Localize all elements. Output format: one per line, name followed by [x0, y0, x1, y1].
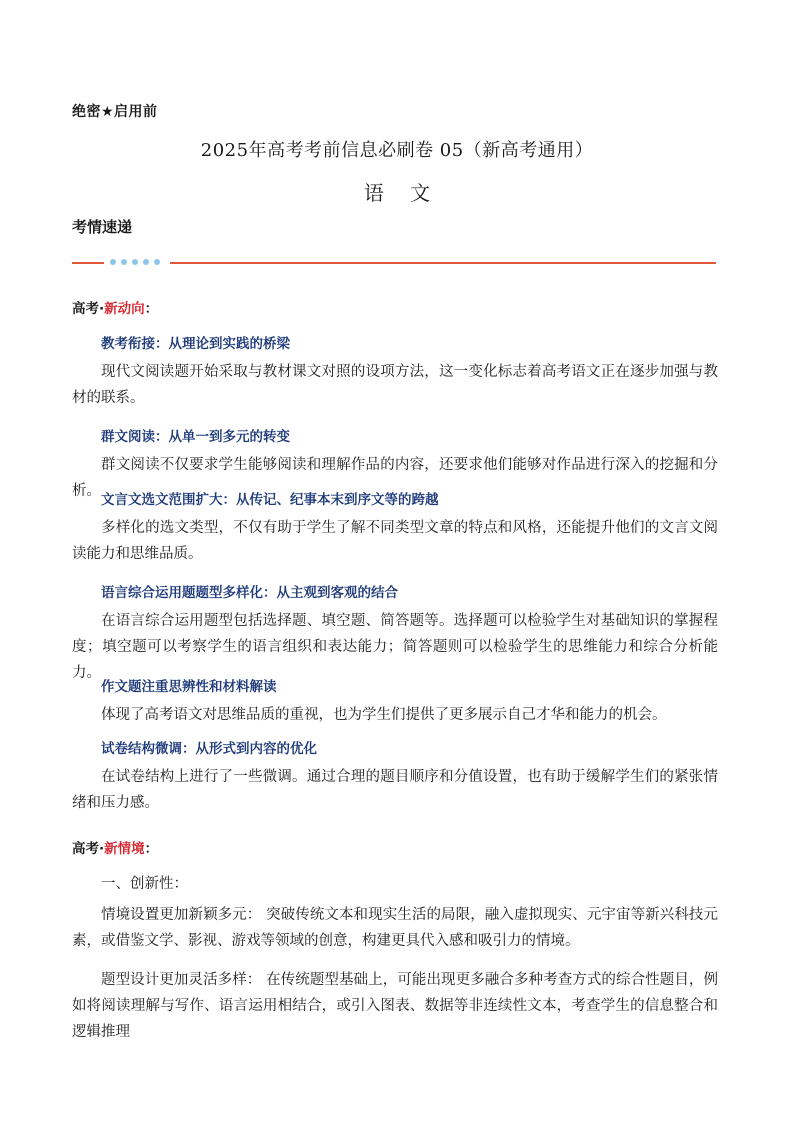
- heading-suffix: ：: [144, 301, 159, 317]
- new-direction-heading: [72, 297, 158, 317]
- decorative-divider: [72, 256, 716, 270]
- paragraph-teaching-link: 现代文阅读题开始采取与教材课文对照的设项方法，这一变化标志着高考语文正在逐步加强与教材的联系。: [72, 364, 718, 406]
- innovation-label: 一、创新性：: [101, 876, 188, 892]
- heading-prefix: 高考·: [72, 841, 105, 857]
- new-context-heading: [72, 837, 158, 857]
- section-title: 考情速递: [72, 218, 133, 236]
- divider-line-left: [72, 262, 104, 264]
- subheading-essay: 作文题注重思辨性和材料解读: [101, 679, 277, 695]
- paragraph-scenario: 情境设置更加新颖多元： 突破传统文本和现实生活的局限，融入虚拟现实、元宇宙等新兴科技元素，或借鉴文学、影视、游戏等领域的创意，构建更具代入感和吸引力的情境。: [72, 907, 718, 949]
- heading-prefix: 高考·: [72, 301, 105, 317]
- subheading-language-use: 语言综合运用题题型多样化：从主观到客观的结合: [101, 585, 398, 601]
- paragraph-classical-text: 多样化的选文类型，不仅有助于学生了解不同类型文章的特点和风格，还能提升他们的文言文阅读能力和思维品质。: [72, 520, 718, 562]
- divider-dot: [143, 259, 149, 265]
- subheading-teaching-link: 教考衔接：从理论到实践的桥梁: [101, 336, 290, 352]
- divider-dot: [154, 259, 160, 265]
- subheading-group-reading: 群文阅读：从单一到多元的转变: [101, 429, 290, 445]
- heading-suffix: ：: [144, 841, 159, 857]
- paragraph-essay: 体现了高考语文对思维品质的重视，也为学生们提供了更多展示自己才华和能力的机会。: [101, 707, 667, 723]
- divider-dot: [132, 259, 138, 265]
- divider-dot: [110, 259, 116, 265]
- subject-title: 语 文: [363, 181, 441, 205]
- subheading-structure: 试卷结构微调：从形式到内容的优化: [101, 741, 317, 757]
- divider-dot: [121, 259, 127, 265]
- divider-dots: [110, 259, 160, 265]
- subheading-classical-text: 文言文选文范围扩大：从传记、纪事本末到序文等的跨越: [101, 492, 439, 508]
- paragraph-question-types: 题型设计更加灵活多样： 在传统题型基础上，可能出现更多融合多种考查方式的综合性题目，例如将阅读理解与写作、语言运用相结合，或引入图表、数据等非连续性文本，考查学生的信息整合和逻辑推理: [72, 972, 718, 1040]
- heading-accent: 新情境: [104, 841, 145, 857]
- exam-title: 2025年高考考前信息必刷卷 05（新高考通用）: [200, 140, 594, 161]
- paragraph-structure: 在试卷结构上进行了一些微调。通过合理的题目顺序和分值设置，也有助于缓解学生们的紧张情绪和压力感。: [72, 769, 718, 811]
- paragraph-language-use: 在语言综合运用题型包括选择题、填空题、简答题等。选择题可以检验学生对基础知识的掌握程度；填空题可以考察学生的语言组织和表达能力；简答题则可以检验学生的思维能力和综合分析能力。: [72, 613, 718, 681]
- paragraph-group-reading: 群文阅读不仅要求学生能够阅读和理解作品的内容，还要求他们能够对作品进行深入的挖掘和分析。: [72, 457, 718, 499]
- confidential-label: 绝密★启用前: [72, 104, 158, 120]
- heading-accent: 新动向: [104, 301, 145, 317]
- divider-line-right: [170, 262, 716, 264]
